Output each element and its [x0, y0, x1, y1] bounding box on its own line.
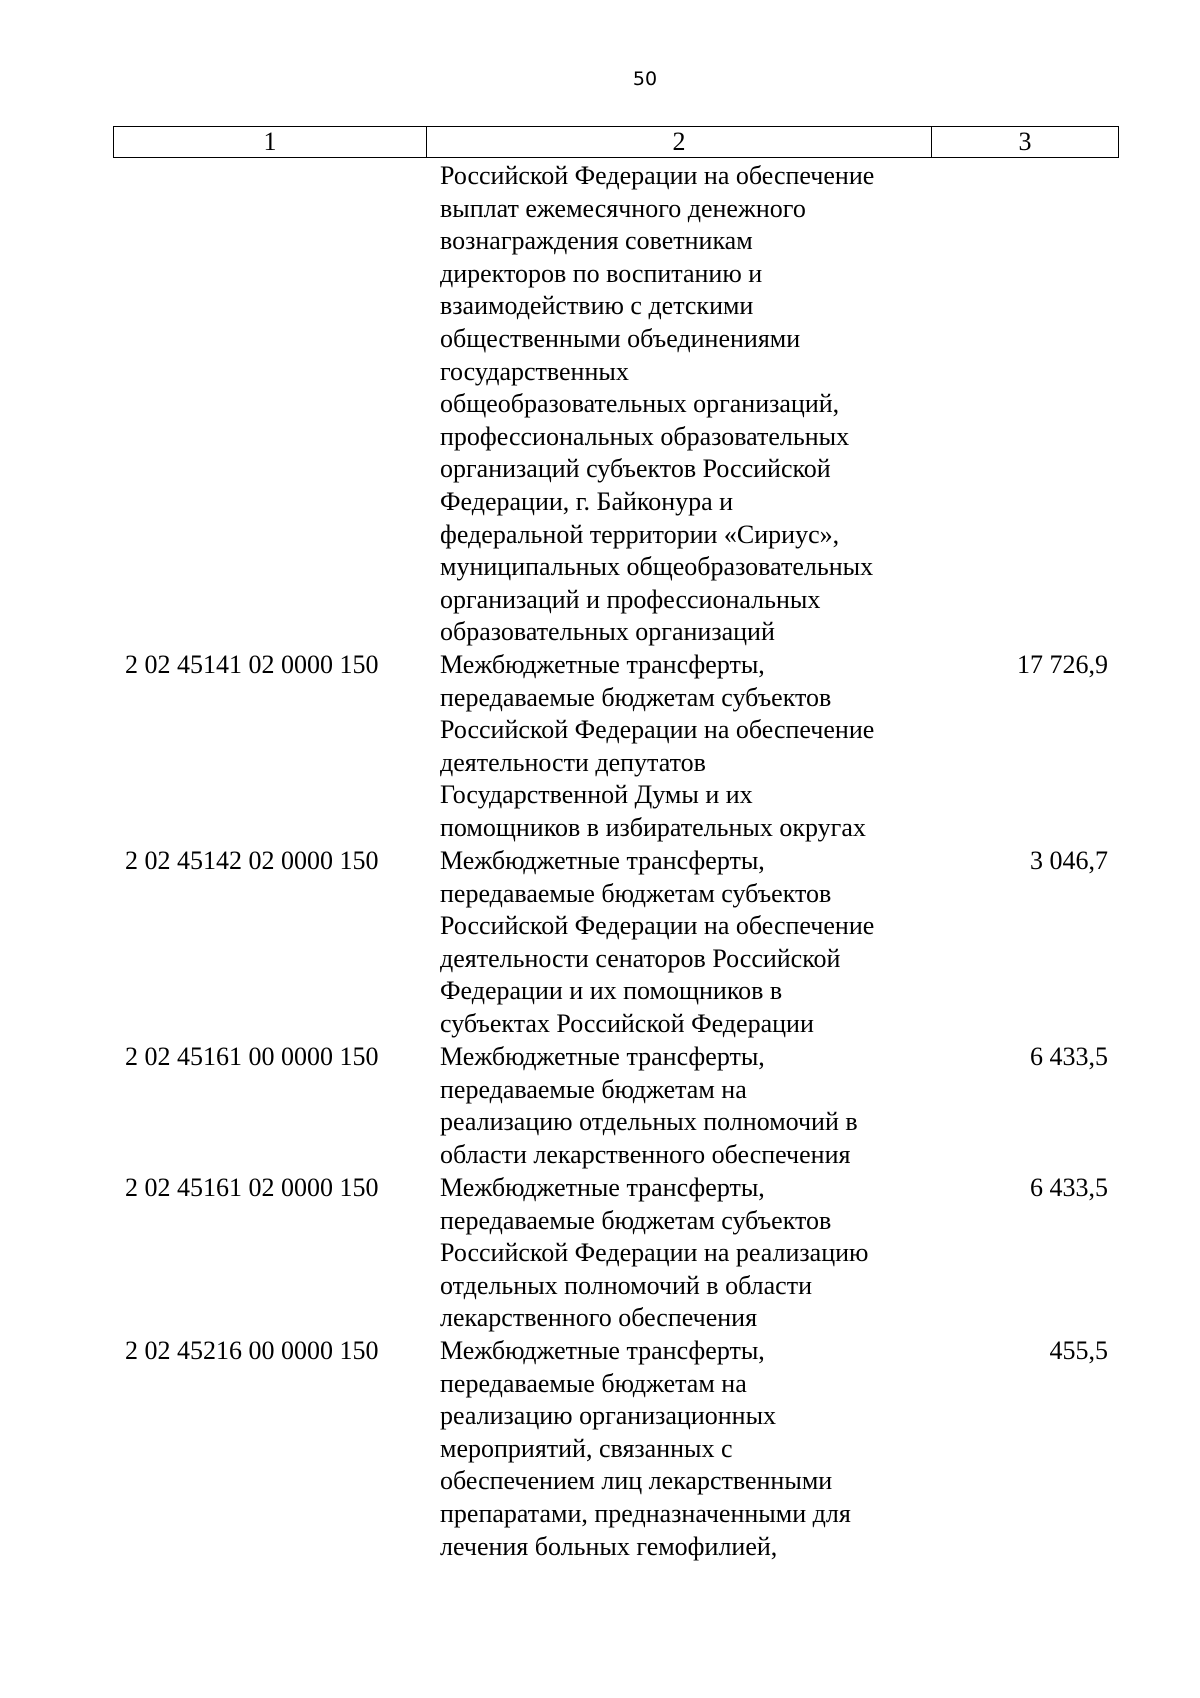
description-line: Федерации и их помощников в [440, 976, 783, 1006]
description-line: Государственной Думы и их [440, 780, 753, 810]
description-line: государственных [440, 356, 629, 386]
description-line: общеобразовательных организаций, [440, 389, 840, 419]
column-header-1: 1 [114, 127, 427, 158]
description-line: Российской Федерации на обеспечение [440, 715, 875, 745]
description-line: профессиональных образовательных [440, 421, 850, 451]
row-amount: 455,5 [1049, 1336, 1108, 1365]
row-description [440, 160, 940, 649]
description-line: Межбюджетные трансферты, [440, 1336, 765, 1365]
description-line: Российской Федерации на обеспечение [440, 911, 875, 941]
description-line: реализацию организационных [440, 1401, 777, 1431]
row-description [440, 1041, 940, 1171]
description-line: Межбюджетные трансферты, [440, 846, 765, 875]
row-code: 2 02 45142 02 0000 150 [125, 846, 379, 875]
description-line: лечения больных гемофилией, [440, 1531, 778, 1561]
description-line: Межбюджетные трансферты, [440, 1173, 765, 1202]
description-line: организаций субъектов Российской [440, 454, 831, 484]
description-line: субъектах Российской Федерации [440, 1008, 814, 1038]
row-description [440, 845, 940, 1041]
description-line: мероприятий, связанных с [440, 1433, 733, 1463]
description-line: деятельности депутатов [440, 747, 706, 777]
description-line: помощников в избирательных округах [440, 812, 866, 842]
description-line: передаваемые бюджетам субъектов [440, 878, 832, 908]
row-amount: 3 046,7 [1030, 846, 1108, 875]
row-description [440, 1335, 940, 1563]
description-line: общественными объединениями [440, 323, 801, 353]
row-code: 2 02 45216 00 0000 150 [125, 1336, 379, 1365]
description-line: передаваемые бюджетам субъектов [440, 1205, 832, 1235]
row-amount: 6 433,5 [1030, 1173, 1108, 1202]
description-line: передаваемые бюджетам субъектов [440, 682, 832, 712]
description-line: отдельных полномочий в области [440, 1270, 812, 1300]
row-code: 2 02 45161 00 0000 150 [125, 1042, 379, 1071]
description-line: федеральной территории «Сириус», [440, 519, 840, 549]
page-number: 50 [632, 68, 658, 90]
row-amount: 17 726,9 [1017, 650, 1108, 679]
column-header-table [113, 126, 1119, 158]
description-line: выплат ежемесячного денежного [440, 193, 806, 223]
description-line: передаваемые бюджетам на [440, 1074, 747, 1104]
description-line: взаимодействию с детскими [440, 291, 754, 321]
row-description [440, 649, 940, 845]
description-line: директоров по воспитанию и [440, 258, 763, 288]
description-line: реализацию отдельных полномочий в [440, 1107, 858, 1137]
description-line: Российской Федерации на обеспечение [440, 161, 875, 190]
description-line: муниципальных общеобразовательных [440, 552, 874, 582]
row-amount: 6 433,5 [1030, 1042, 1108, 1071]
description-line: вознаграждения советникам [440, 226, 753, 256]
description-line: деятельности сенаторов Российской [440, 943, 841, 973]
description-line: обеспечением лиц лекарственными [440, 1466, 833, 1496]
column-header-2: 2 [427, 127, 932, 158]
description-line: области лекарственного обеспечения [440, 1139, 851, 1169]
description-line: передаваемые бюджетам на [440, 1368, 747, 1398]
row-description [440, 1172, 940, 1335]
description-line: лекарственного обеспечения [440, 1303, 758, 1333]
column-header-row [114, 127, 1119, 158]
description-line: Федерации, г. Байконура и [440, 486, 734, 516]
description-line: Российской Федерации на реализацию [440, 1238, 869, 1268]
row-code: 2 02 45161 02 0000 150 [125, 1173, 379, 1202]
description-line: препаратами, предназначенными для [440, 1498, 851, 1528]
description-line: Межбюджетные трансферты, [440, 650, 765, 679]
description-line: организаций и профессиональных [440, 584, 821, 614]
description-line: образовательных организаций [440, 617, 775, 647]
row-code: 2 02 45141 02 0000 150 [125, 650, 379, 679]
description-line: Межбюджетные трансферты, [440, 1042, 765, 1071]
column-header-3: 3 [932, 127, 1119, 158]
